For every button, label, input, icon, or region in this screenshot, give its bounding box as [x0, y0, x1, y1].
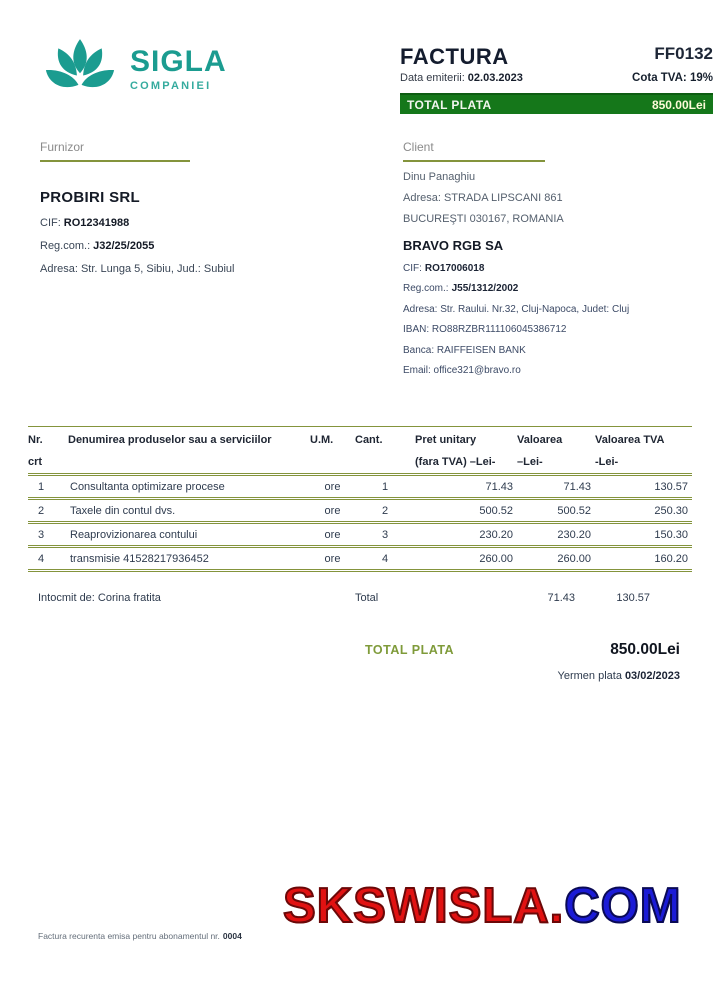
supplier-company-name: PROBIRI SRL	[40, 189, 140, 206]
invoice-header	[400, 44, 713, 114]
supplier-cif: CIF: RO12341988	[40, 217, 130, 229]
logo-text	[130, 47, 227, 92]
client-address: Adresa: Str. Raului. Nr.32, Cluj-Napoca, Judet: Cluj	[403, 303, 630, 315]
total-tva: 130.57	[616, 592, 650, 604]
client-email: Email: office321@bravo.ro	[403, 365, 521, 376]
supplier-address: Adresa: Str. Lunga 5, Sibiu, Jud.: Subiul	[40, 263, 235, 275]
items-table	[28, 426, 692, 572]
col-header-denumire: Denumirea produselor sau a serviciilor	[68, 434, 272, 446]
client-label: Client	[403, 140, 434, 154]
supplier-reg: Reg.com.: J32/25/2055	[40, 240, 155, 252]
invoice-title: FACTURA	[400, 44, 509, 69]
table-row: 2 Taxele din contul dvs. ore 2 500.52 500.52 250.30	[28, 499, 692, 523]
items-table-header	[28, 427, 692, 475]
total-label: Total	[355, 592, 379, 604]
invoice-number: FF0132	[654, 44, 713, 63]
logo-subtitle: COMPANIEI	[130, 80, 212, 92]
summary-total-amount: 850.00Lei	[610, 641, 680, 658]
supplier-divider	[40, 160, 190, 162]
watermark-text-blue: COM	[564, 879, 682, 933]
table-row: 4 transmisie 41528217936452 ore 4 260.00 260.00 160.20	[28, 547, 692, 571]
client-iban: IBAN: RO88RZBR111106045386712	[403, 324, 567, 335]
watermark-dot: .	[549, 879, 565, 933]
client-company-name: BRAVO RGB SA	[403, 238, 504, 253]
total-bar-label: TOTAL PLATA	[407, 97, 492, 112]
company-logo	[40, 36, 227, 103]
client-reg: Reg.com.: J55/1312/2002	[403, 283, 519, 294]
col-header-tva: Valoarea TVA -Lei-	[595, 434, 665, 468]
watermark	[283, 879, 682, 933]
due-date-line: Yermen plata 03/02/2023	[557, 670, 680, 682]
vat-rate: Cota TVA: 19%	[632, 72, 713, 84]
table-row: 1 Consultanta optimizare procese ore 1 71.43 71.43 130.57	[28, 475, 692, 499]
client-contact-name: Dinu Panaghiu	[403, 171, 476, 183]
supplier-section	[40, 140, 360, 275]
summary-total-label: TOTAL PLATA	[365, 643, 455, 657]
client-section	[403, 140, 708, 376]
totals-row	[28, 592, 692, 604]
col-header-nr: Nr. crt	[28, 434, 43, 468]
client-divider	[403, 160, 545, 162]
prepared-by: Intocmit de: Corina fratita	[38, 592, 161, 604]
client-address-line2: BUCUREŞTI 030167, ROMANIA	[403, 213, 564, 225]
supplier-label: Furnizor	[40, 140, 85, 154]
col-header-um: U.M.	[310, 434, 334, 446]
logo-name: SIGLA	[130, 45, 227, 78]
lotus-flower-icon	[40, 36, 120, 103]
total-valoare: 71.43	[547, 592, 575, 604]
watermark-text-red: SKSWISLA	[283, 879, 550, 933]
summary-section	[28, 641, 692, 682]
client-cif: CIF: RO17006018	[403, 262, 485, 274]
col-header-valoare: Valoarea –Lei-	[517, 434, 563, 468]
total-plata-bar	[400, 93, 713, 114]
table-row: 3 Reaprovizionarea contului ore 3 230.20 230.20 150.30	[28, 523, 692, 547]
total-bar-amount: 850.00Lei	[651, 97, 706, 112]
col-header-cant: Cant.	[355, 434, 383, 446]
issue-date: Data emiterii: 02.03.2023	[400, 72, 523, 84]
col-header-pret: Pret unitary (fara TVA) –Lei-	[415, 434, 496, 468]
client-bank: Banca: RAIFFEISEN BANK	[403, 344, 526, 356]
footer-note: Factura recurenta emisa pentru abonamentul nr. 0004	[38, 931, 242, 941]
client-address-line1: Adresa: STRADA LIPSCANI 861	[403, 192, 563, 204]
